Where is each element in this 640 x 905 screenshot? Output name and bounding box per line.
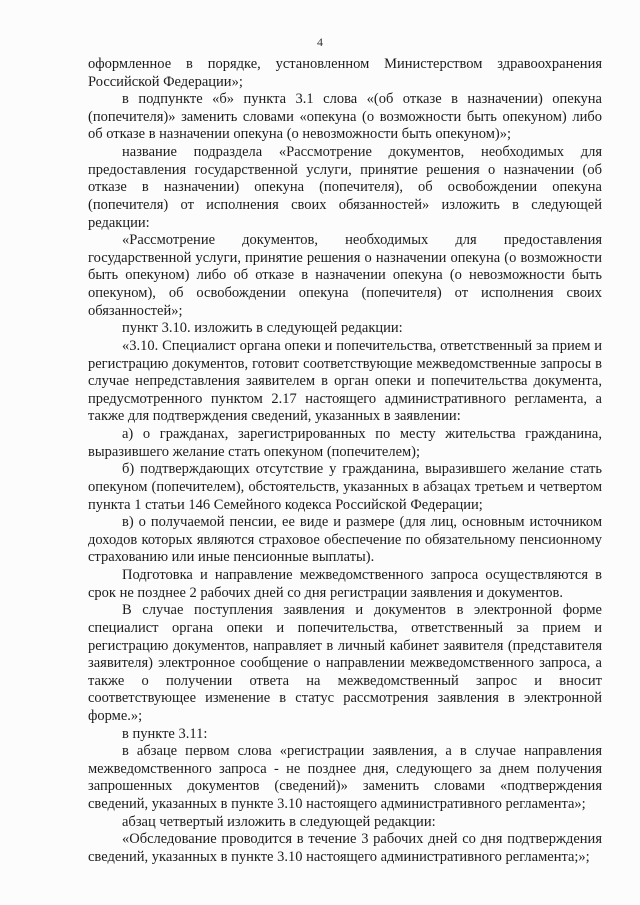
paragraph: в подпункте «б» пункта 3.1 слова «(об отказе в назначении) опекуна (попечителя)» заменить словами «опекуна (о возможности быть опекуном) либо об отказе в назначении опекуна (о невозможности быть опекуном)»; [88, 91, 602, 143]
paragraph: в абзаце первом слова «регистрации заявления, а в случае направления межведомственного запроса - не позднее дня, следующего за днем получения запрошенных документов (сведений)» заменить словами «подтверждения сведений, указанных в пункте 3.10 настоящего административного регламента»; [88, 743, 602, 813]
list-item: в) о получаемой пенсии, ее виде и размере (для лиц, основным источником доходов которых являются страховое обеспечение по обязательному пенсионному страхованию или иные пенсионные выплаты). [88, 514, 602, 566]
paragraph: В случае поступления заявления и документов в электронной форме специалист органа опеки и попечительства, ответственный за прием и регистрацию документов, направляет в личный кабинет заявителя (представителя заявителя) электронное сообщение о направлении межведомственного запроса, а также о получении ответа на межведомственный запрос и вносит соответствующее изменение в статус рассмотрения заявления в электронной форме.»; [88, 602, 602, 724]
paragraph: «Рассмотрение документов, необходимых для предоставления государственной услуги, принятие решения о назначении опекуна (о возможности быть опекуном) либо об отказе в назначении опекуна (о невозможности быть опекуном), об освобождении опекуна (попечителя) от исполнения своих обязанностей»; [88, 232, 602, 319]
paragraph: абзац четвертый изложить в следующей редакции: [122, 813, 436, 830]
paragraph: в пункте 3.11: [122, 725, 208, 742]
page-number: 4 [317, 35, 323, 49]
paragraph: Подготовка и направление межведомственного запроса осуществляются в срок не позднее 2 рабочих дней со дня регистрации заявления и документов. [88, 567, 602, 601]
list-item: б) подтверждающих отсутствие у гражданина, выразившего желание стать опекуном (попечителем), обстоятельств, указанных в абзацах третьем и четвертом пункта 1 статьи 146 Семейного кодекса Российской Федерации; [88, 461, 602, 513]
document-body [88, 56, 602, 867]
paragraph: оформленное в порядке, установленном Министерством здравоохранения Российской Федерации»; [88, 56, 602, 90]
paragraph: пункт 3.10. изложить в следующей редакции: [122, 320, 403, 337]
paragraph: «Обследование проводится в течение 3 рабочих дней со дня подтверждения сведений, указанных в пункте 3.10 настоящего административного регламента;»; [88, 831, 602, 866]
list-item: а) о гражданах, зарегистрированных по месту жительства гражданина, выразившего желание стать опекуном (попечителем); [88, 426, 602, 460]
paragraph: «3.10. Специалист органа опеки и попечительства, ответственный за прием и регистрацию документов, готовит соответствующие межведомственные запросы в случае непредставления заявителем в орган опеки и попечительства документа, предусмотренного пунктом 2.17 настоящего административного регламента, а также для подтверждения сведений, указанных в заявлении: [88, 337, 602, 425]
paragraph: название подраздела «Рассмотрение документов, необходимых для предоставления государственной услуги, принятие решения о назначении (об отказе в назначении) опекуна (попечителя), об освобождении опекуна (попечителя) от исполнения своих обязанностей» изложить в следующей редакции: [88, 144, 602, 231]
